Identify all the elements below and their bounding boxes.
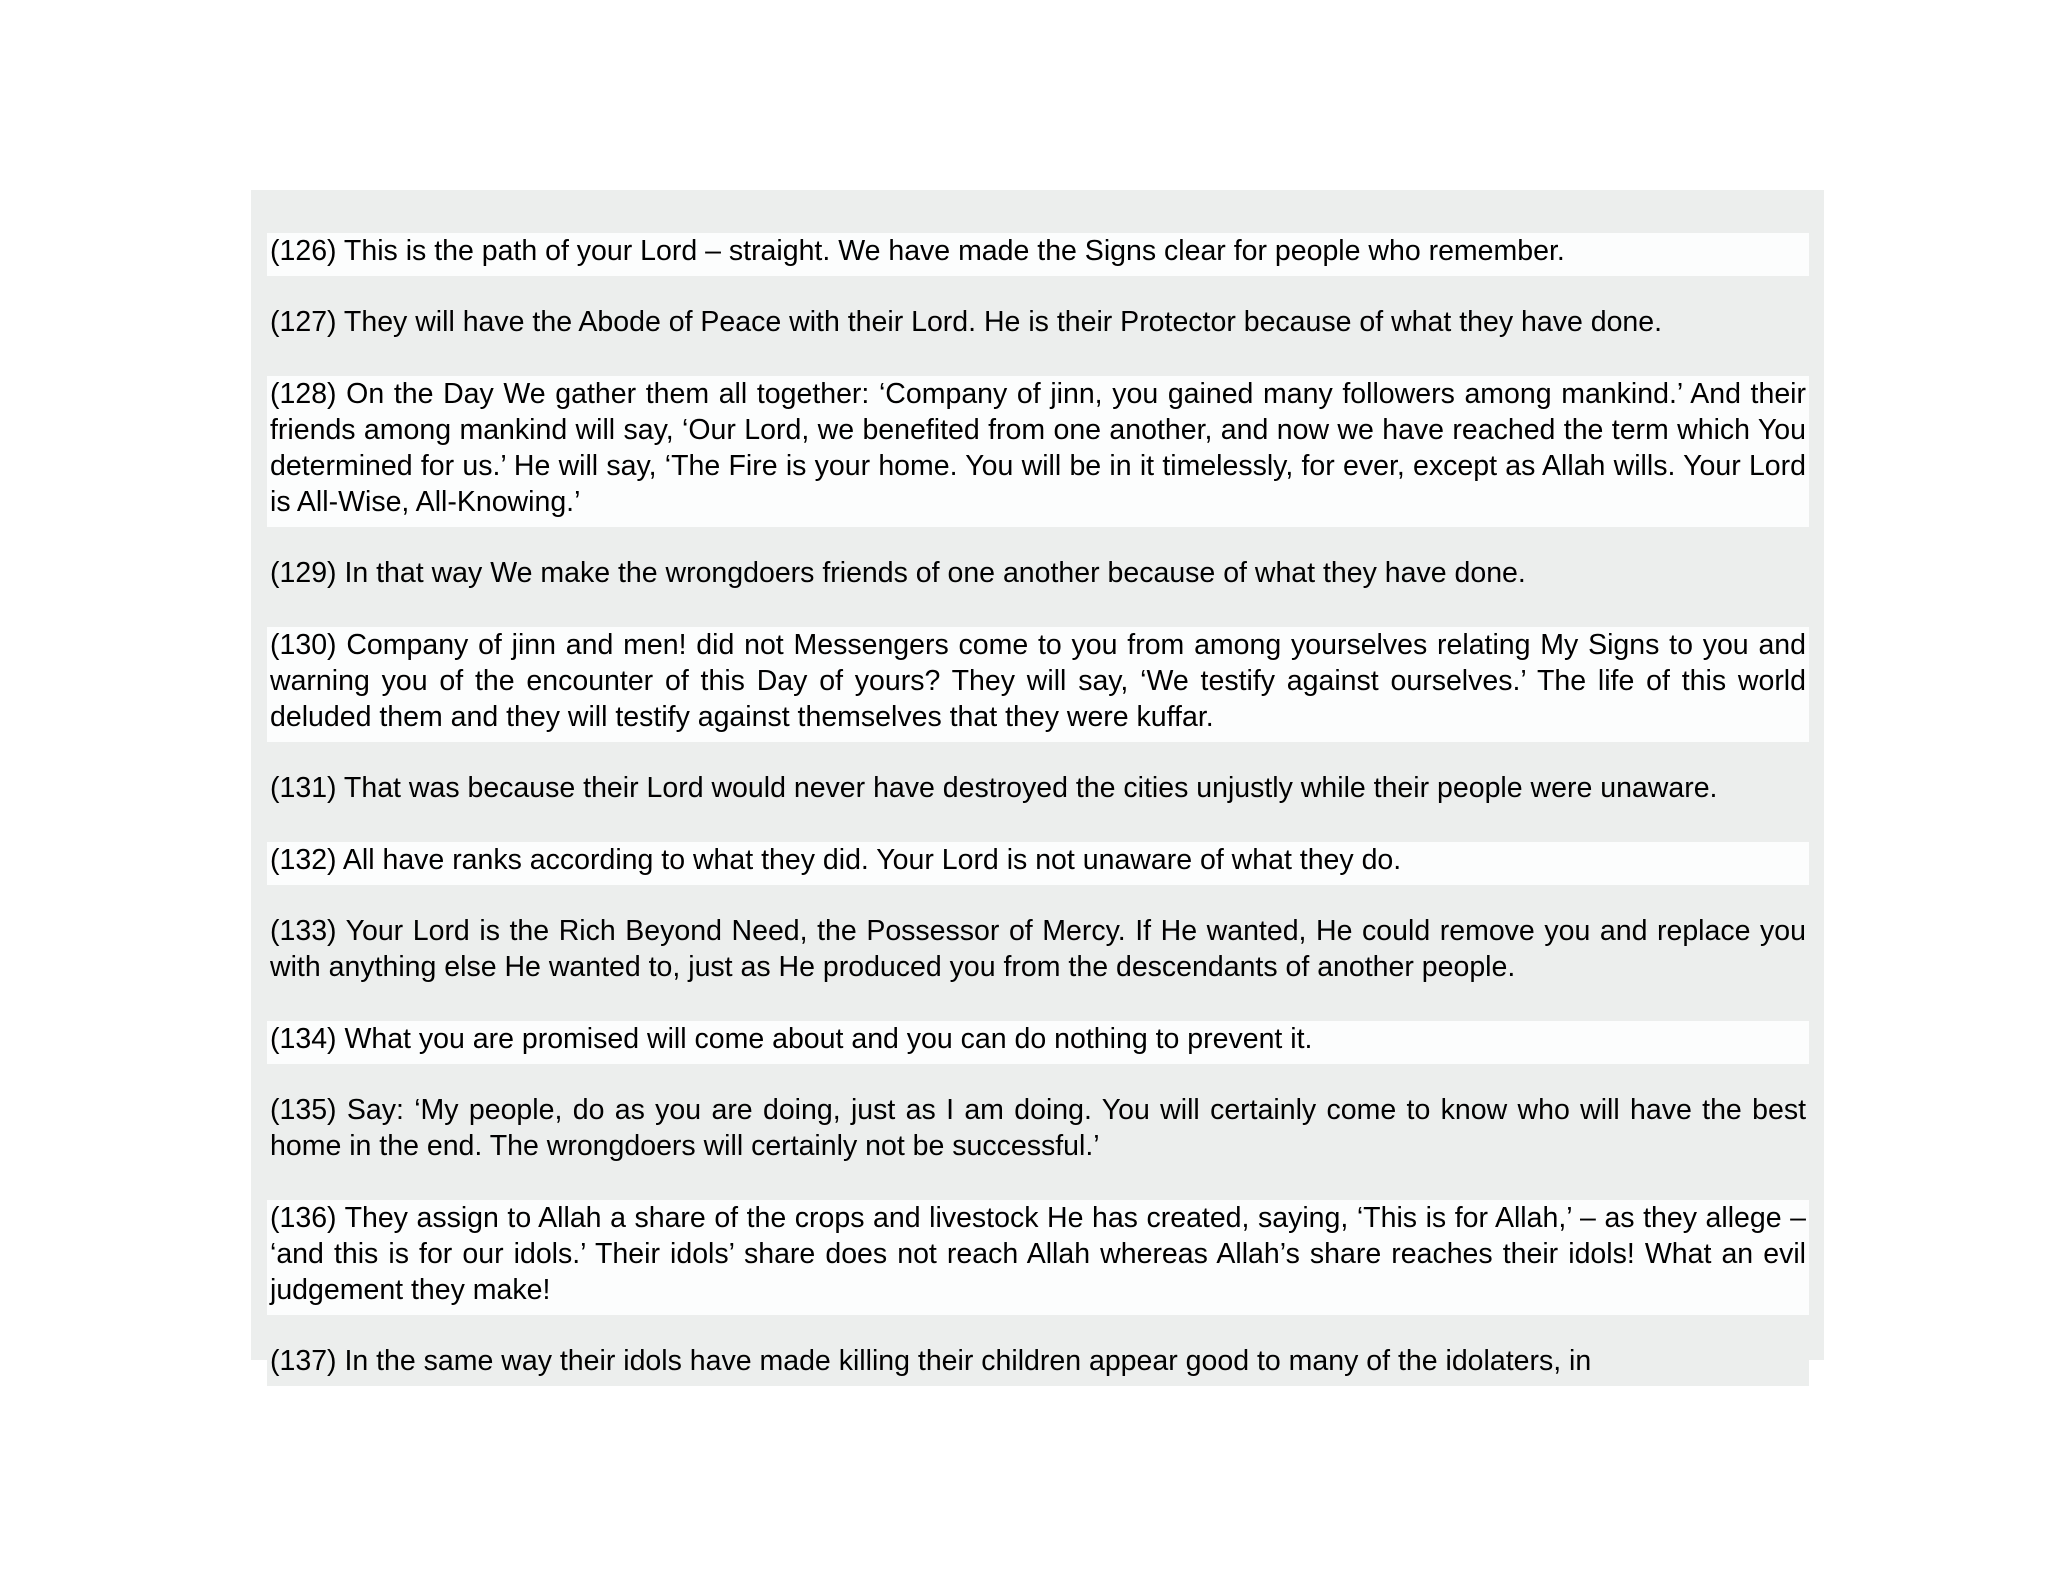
verse-127: (127) They will have the Abode of Peace with their Lord. He is their Protector because of what they have done. bbox=[267, 304, 1809, 347]
verse-134: (134) What you are promised will come about and you can do nothing to prevent it. bbox=[267, 1021, 1809, 1064]
verse-136: (136) They assign to Allah a share of the crops and livestock He has created, saying, ‘This is for Allah,’ – as they allege – ‘and this is for our idols.’ Their idols’ share does not reach Allah whereas Allah’s share reaches their idols! What an evil judgement they make! bbox=[267, 1200, 1809, 1315]
verse-130: (130) Company of jinn and men! did not Messengers come to you from among yourselves relating My Signs to you and warning you of the encounter of this Day of yours? They will say, ‘We testify against ourselves.’ The life of this world deluded them and they will testify against themselves that they were kuffar. bbox=[267, 627, 1809, 742]
verse-133: (133) Your Lord is the Rich Beyond Need, the Possessor of Mercy. If He wanted, He could remove you and replace you with anything else He wanted to, just as He produced you from the descendants of another people. bbox=[267, 913, 1809, 992]
verse-panel bbox=[251, 190, 1824, 1377]
verse-128: (128) On the Day We gather them all together: ‘Company of jinn, you gained many followers among mankind.’ And their friends among mankind will say, ‘Our Lord, we benefited from one another, and now we have reached the term which You determined for us.’ He will say, ‘The Fire is your home. You will be in it timelessly, for ever, except as Allah wills. Your Lord is All-Wise, All-Knowing.’ bbox=[267, 376, 1809, 527]
verse-135: (135) Say: ‘My people, do as you are doing, just as I am doing. You will certainly come to know who will have the best home in the end. The wrongdoers will certainly not be successful.’ bbox=[267, 1092, 1809, 1171]
verse-126: (126) This is the path of your Lord – straight. We have made the Signs clear for people who remember. bbox=[267, 233, 1809, 276]
verse-131: (131) That was because their Lord would never have destroyed the cities unjustly while their people were unaware. bbox=[267, 770, 1809, 813]
verse-129: (129) In that way We make the wrongdoers friends of one another because of what they have done. bbox=[267, 555, 1809, 598]
verse-137: (137) In the same way their idols have made killing their children appear good to many of the idolaters, in bbox=[267, 1343, 1809, 1386]
verse-132: (132) All have ranks according to what they did. Your Lord is not unaware of what they do. bbox=[267, 842, 1809, 885]
